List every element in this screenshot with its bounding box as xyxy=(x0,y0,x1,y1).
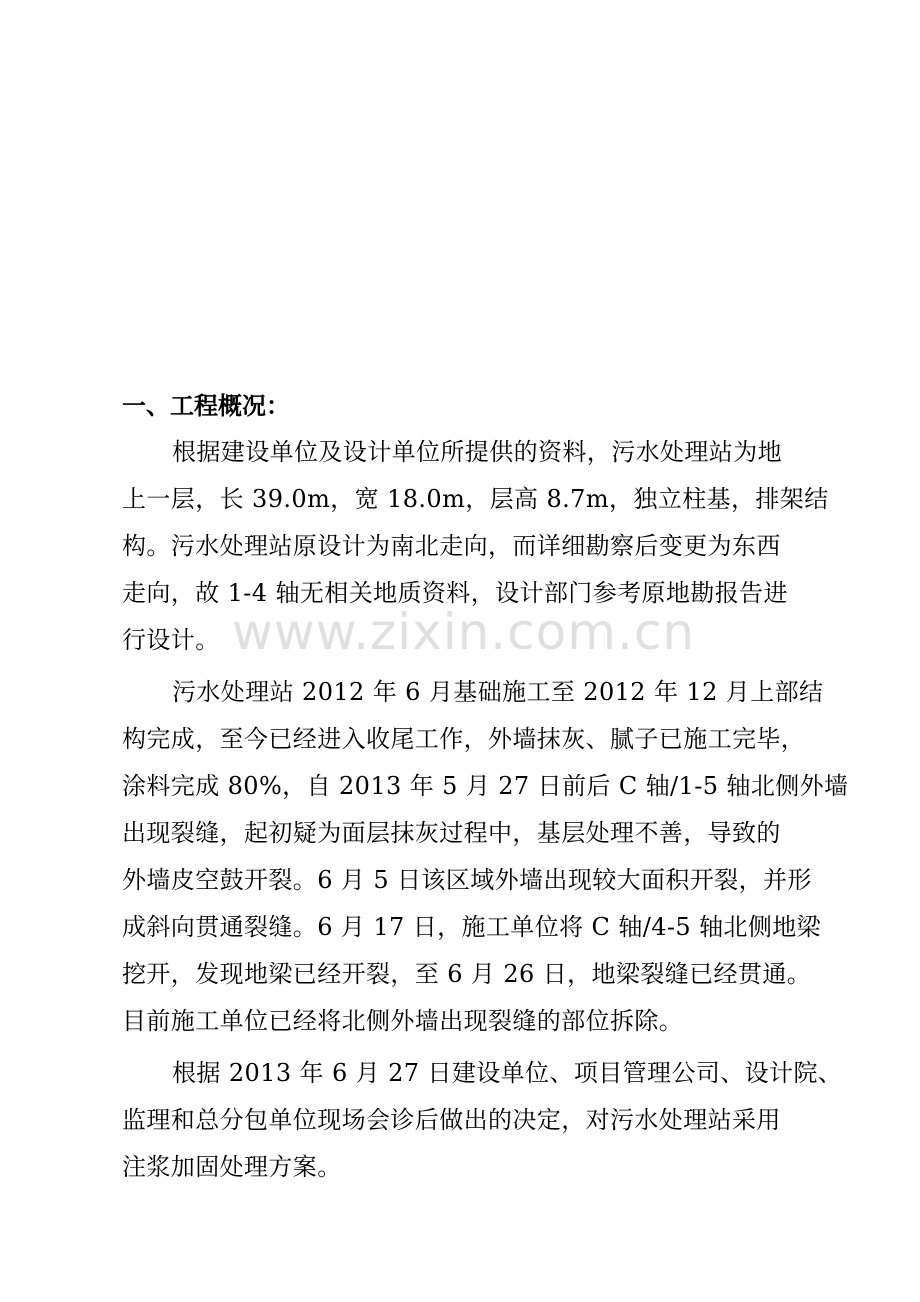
paragraph-3-line-2: 监理和总分包单位现场会诊后做出的决定，对污水处理站采用 xyxy=(122,1106,781,1134)
paragraph-1-line-5: 行设计。 xyxy=(122,626,220,654)
paragraph-2-line-6: 成斜向贯通裂缝。6 月 17 日，施工单位将 C 轴/4-5 轴北侧地梁 xyxy=(122,913,822,941)
paragraph-2-line-7: 挖开，发现地梁已经开裂，至 6 月 26 日，地梁裂缝已经贯通。 xyxy=(122,960,812,988)
section-heading: 一、工程概况： xyxy=(122,391,290,420)
paragraph-2-line-1: 污水处理站 2012 年 6 月基础施工至 2012 年 12 月上部结 xyxy=(172,678,824,706)
watermark: www.zixin.com.cn xyxy=(232,603,696,661)
paragraph-3-line-3: 注浆加固处理方案。 xyxy=(122,1153,342,1181)
paragraph-2-line-8: 目前施工单位已经将北侧外墙出现裂缝的部位拆除。 xyxy=(122,1007,684,1035)
paragraph-2-line-5: 外墙皮空鼓开裂。6 月 5 日该区域外墙出现较大面积开裂，并形 xyxy=(122,866,812,894)
paragraph-1-line-1: 根据建设单位及设计单位所提供的资料，污水处理站为地 xyxy=(172,438,782,466)
paragraph-2-line-4: 出现裂缝，起初疑为面层抹灰过程中，基层处理不善，导致的 xyxy=(122,819,781,847)
paragraph-1-line-2: 上一层，长 39.0m，宽 18.0m，层高 8.7m，独立柱基，排架结 xyxy=(122,485,829,513)
paragraph-1-line-4: 走向，故 1-4 轴无相关地质资料，设计部门参考原地勘报告进 xyxy=(122,579,788,607)
paragraph-2-line-2: 构完成，至今已经进入收尾工作，外墙抹灰、腻子已施工完毕， xyxy=(122,725,806,753)
paragraph-1-line-3: 构。污水处理站原设计为南北走向，而详细勘察后变更为东西 xyxy=(122,532,781,560)
paragraph-3-line-1: 根据 2013 年 6 月 27 日建设单位、项目管理公司、设计院、 xyxy=(172,1059,843,1087)
paragraph-2-line-3: 涂料完成 80%，自 2013 年 5 月 27 日前后 C 轴/1-5 轴北侧外墙 xyxy=(122,772,849,800)
